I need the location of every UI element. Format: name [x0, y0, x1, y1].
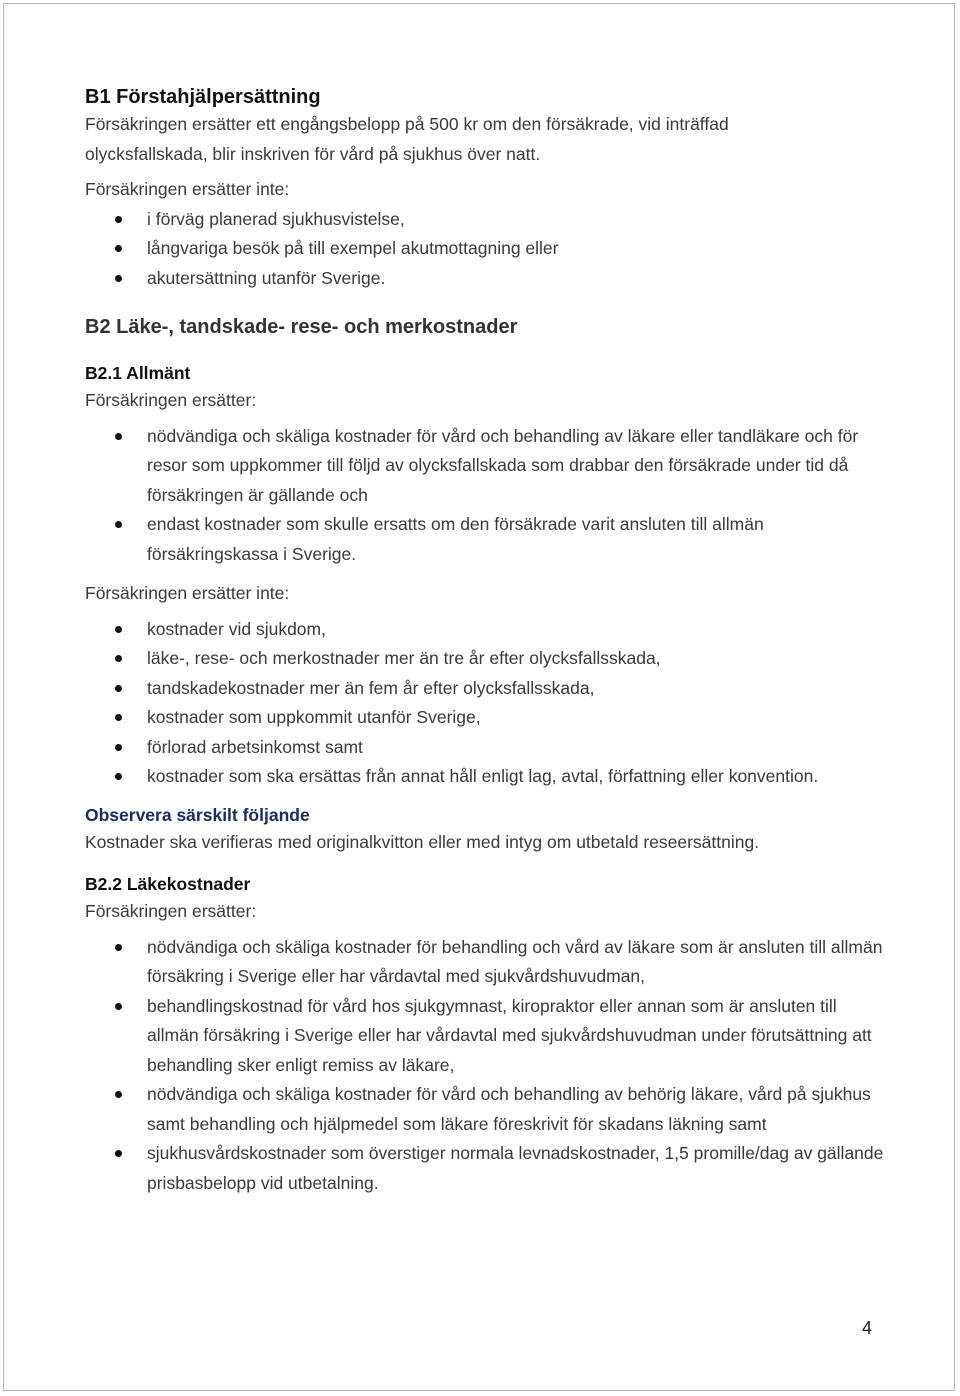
b22-inclusions-label: Försäkringen ersätter: — [85, 901, 257, 921]
b21-exclusions-list — [85, 615, 885, 792]
bullet-icon — [115, 744, 122, 751]
b21-inclusions-label: Försäkringen ersätter: — [85, 390, 257, 410]
list-item: nödvändiga och skäliga kostnader för vård och behandling av läkare eller tandläkare och för resor som uppkommer till följd av olycksfallskada som drabbar den försäkrade under tid då försäkringen är gällande och — [85, 422, 885, 511]
list-item: läke-, rese- och merkostnader mer än tre år efter olycksfallsskada, — [85, 644, 885, 674]
b21-inclusions-list — [85, 422, 885, 570]
note-heading: Observera särskilt följande — [85, 804, 310, 825]
b1-exclusions-label: Försäkringen ersätter inte: — [85, 179, 290, 199]
document-content — [85, 84, 885, 1198]
bullet-icon — [115, 1091, 122, 1098]
bullet-icon — [115, 216, 122, 223]
bullet-icon — [115, 626, 122, 633]
b1-exclusions-list — [85, 205, 885, 294]
list-item: kostnader som ska ersättas från annat håll enligt lag, avtal, författning eller konvention. — [85, 762, 885, 792]
bullet-icon — [115, 714, 122, 721]
bullet-icon — [115, 773, 122, 780]
list-item: förlorad arbetsinkomst samt — [85, 733, 885, 763]
note-text: Kostnader ska verifieras med originalkvitton eller med intyg om utbetald reseersättning. — [85, 831, 760, 852]
list-item: nödvändiga och skäliga kostnader för vård och behandling av behörig läkare, vård på sjukhus samt behandling och hjälpmedel som läkare föreskrivit för skadans läkning samt — [85, 1080, 885, 1139]
b1-intro: Försäkringen ersätter ett engångsbelopp på 500 kr om den försäkrade, vid inträffad olycksfallskada, blir inskriven för vård på sjukhus över natt. — [85, 114, 729, 164]
list-item: i förväg planerad sjukhusvistelse, — [85, 205, 885, 235]
heading-b2: B2 Läke-, tandskade- rese- och merkostnader — [85, 316, 518, 338]
bullet-icon — [115, 245, 122, 252]
bullet-icon — [115, 275, 122, 282]
heading-b22: B2.2 Läkekostnader — [85, 874, 251, 894]
bullet-icon — [115, 1150, 122, 1157]
bullet-icon — [115, 944, 122, 951]
list-item: sjukhusvårdskostnader som överstiger normala levnadskostnader, 1,5 promille/dag av gällande prisbasbelopp vid utbetalning. — [85, 1139, 885, 1198]
list-item: tandskadekostnader mer än fem år efter olycksfallsskada, — [85, 674, 885, 704]
list-item: behandlingskostnad för vård hos sjukgymnast, kiropraktor eller annan som är ansluten till allmän försäkring i Sverige eller har vårdavtal med sjukvårdshuvudman under förutsättning att behandling sker enligt remiss av läkare, — [85, 992, 885, 1081]
bullet-icon — [115, 433, 122, 440]
list-item: kostnader som uppkommit utanför Sverige, — [85, 703, 885, 733]
bullet-icon — [115, 521, 122, 528]
bullet-icon — [115, 685, 122, 692]
list-item: långvariga besök på till exempel akutmottagning eller — [85, 234, 885, 264]
list-item: akutersättning utanför Sverige. — [85, 264, 885, 294]
heading-b21: B2.1 Allmänt — [85, 363, 191, 383]
heading-b1: B1 Förstahjälpersättning — [85, 86, 321, 108]
bullet-icon — [115, 655, 122, 662]
list-item: endast kostnader som skulle ersatts om den försäkrade varit ansluten till allmän försäkringskassa i Sverige. — [85, 510, 885, 569]
b22-inclusions-list — [85, 933, 885, 1199]
b21-exclusions-label: Försäkringen ersätter inte: — [85, 583, 290, 603]
bullet-icon — [115, 1003, 122, 1010]
list-item: kostnader vid sjukdom, — [85, 615, 885, 645]
page-number: 4 — [862, 1318, 873, 1338]
list-item: nödvändiga och skäliga kostnader för behandling och vård av läkare som är ansluten till allmän försäkring i Sverige eller har vårdavtal med sjukvårdshuvudman, — [85, 933, 885, 992]
